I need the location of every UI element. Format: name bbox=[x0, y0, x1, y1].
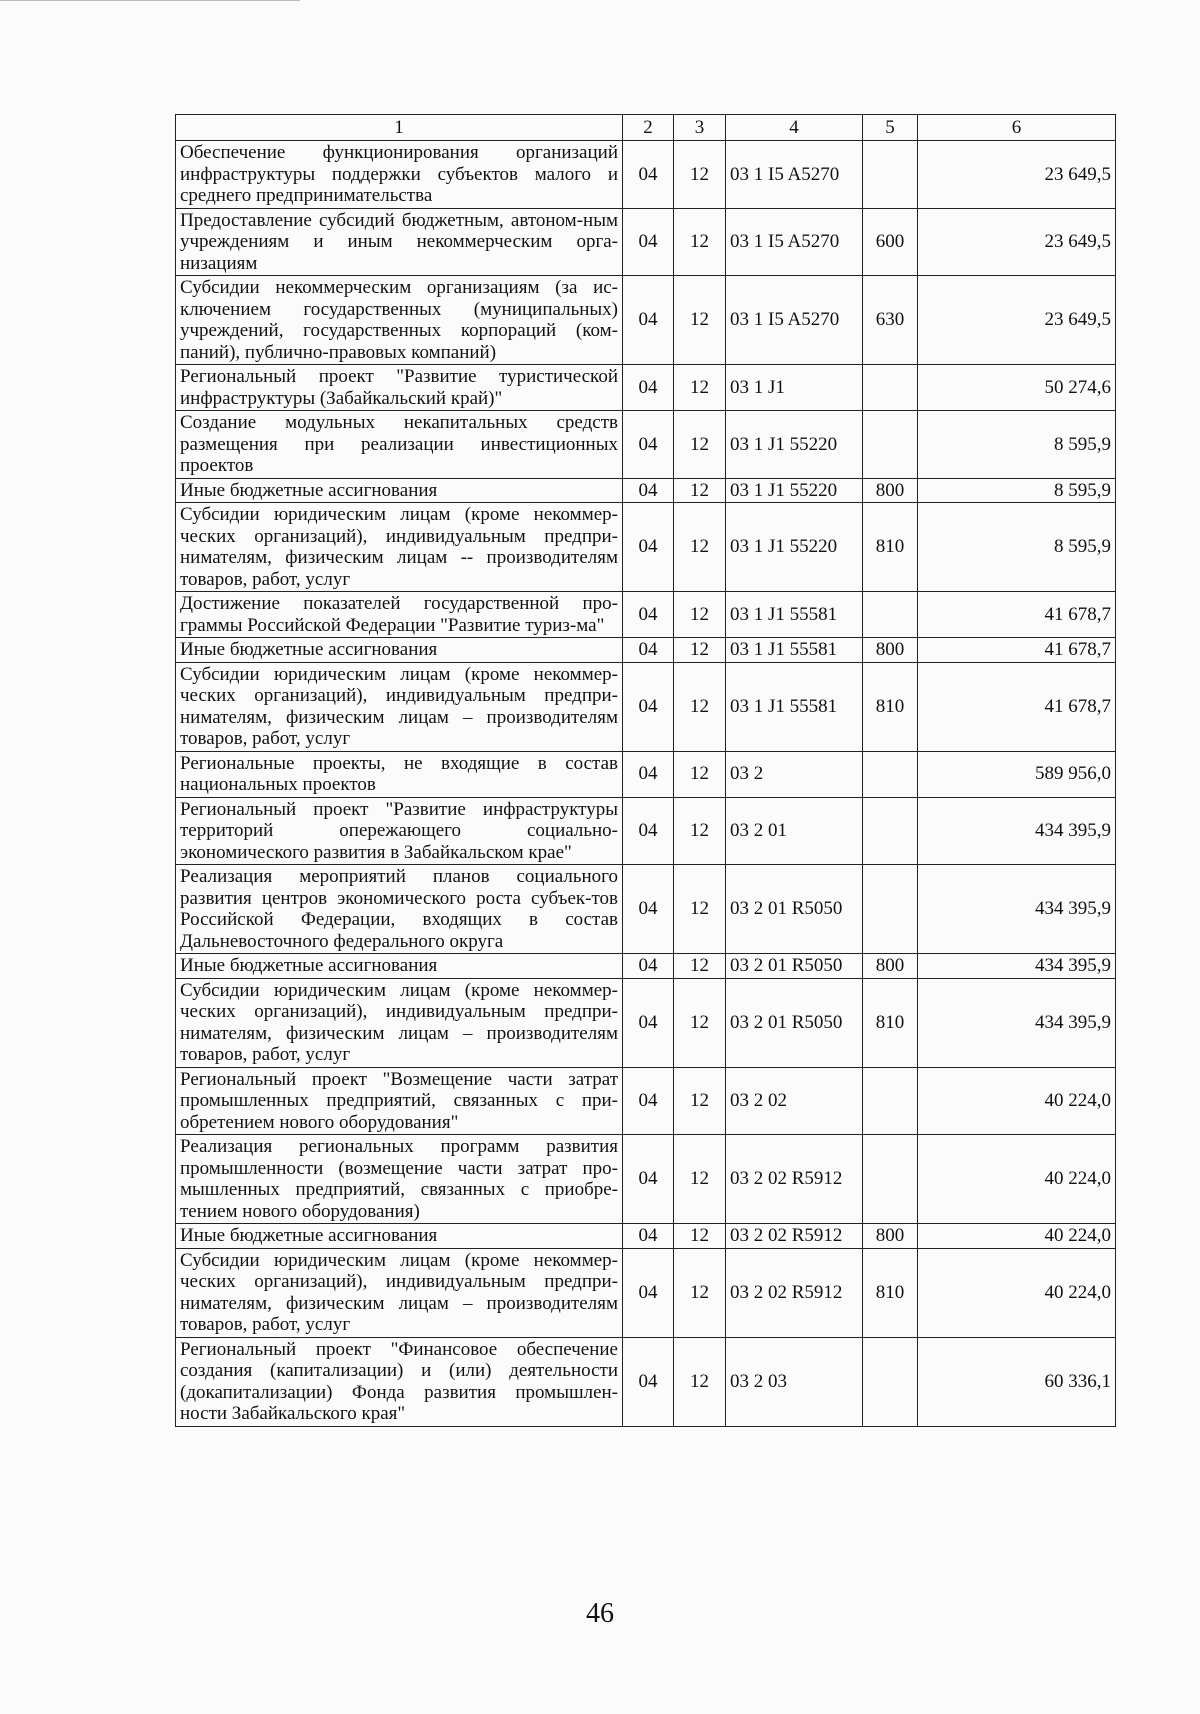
row-name-cell: Реализация региональных программ развития промышленности (возмещение части затрат про-мышленных предприятий, связанных с приобре-тением нового оборудования) bbox=[176, 1135, 623, 1224]
row-name-cell: Субсидии юридическим лицам (кроме некоммер-ческих организаций), индивидуальным предпри-нимателям, физическим лицам – производителям товаров, работ, услуг bbox=[176, 978, 623, 1067]
expense-type-cell bbox=[863, 141, 918, 209]
target-article-cell: 03 1 I5 A5270 bbox=[726, 208, 863, 276]
target-article-cell: 03 2 01 R5050 bbox=[726, 954, 863, 979]
amount-cell: 434 395,9 bbox=[918, 865, 1116, 954]
row-name-cell: Иные бюджетные ассигнования bbox=[176, 954, 623, 979]
table-row bbox=[176, 411, 1116, 479]
amount-cell: 434 395,9 bbox=[918, 797, 1116, 865]
row-name-cell: Региональный проект "Финансовое обеспечение создания (капитализации) и (или) деятельности (докапитализации) Фонда развития промышлен-ности Забайкальского края" bbox=[176, 1337, 623, 1426]
amount-cell: 40 224,0 bbox=[918, 1067, 1116, 1135]
subsection-code-cell: 12 bbox=[674, 208, 726, 276]
header-cell: 3 bbox=[674, 115, 726, 141]
target-article-cell: 03 1 I5 A5270 bbox=[726, 276, 863, 365]
section-code-cell: 04 bbox=[623, 1248, 674, 1337]
amount-cell: 434 395,9 bbox=[918, 978, 1116, 1067]
amount-cell: 50 274,6 bbox=[918, 365, 1116, 411]
expense-type-cell bbox=[863, 1337, 918, 1426]
budget-table bbox=[175, 114, 1116, 1427]
target-article-cell: 03 2 02 R5912 bbox=[726, 1248, 863, 1337]
table-row bbox=[176, 638, 1116, 663]
table-row bbox=[176, 208, 1116, 276]
amount-cell: 41 678,7 bbox=[918, 592, 1116, 638]
table-row bbox=[176, 276, 1116, 365]
section-code-cell: 04 bbox=[623, 592, 674, 638]
expense-type-cell bbox=[863, 797, 918, 865]
subsection-code-cell: 12 bbox=[674, 954, 726, 979]
table-row bbox=[176, 978, 1116, 1067]
amount-cell: 23 649,5 bbox=[918, 276, 1116, 365]
target-article-cell: 03 1 J1 55581 bbox=[726, 638, 863, 663]
amount-cell: 589 956,0 bbox=[918, 751, 1116, 797]
expense-type-cell: 800 bbox=[863, 954, 918, 979]
subsection-code-cell: 12 bbox=[674, 503, 726, 592]
row-name-cell: Субсидии некоммерческим организациям (за ис-ключением государственных (муниципальных) учреждений, государственных корпораций (ком-паний), публично-правовых компаний) bbox=[176, 276, 623, 365]
amount-cell: 40 224,0 bbox=[918, 1248, 1116, 1337]
header-row bbox=[176, 115, 1116, 141]
target-article-cell: 03 2 02 R5912 bbox=[726, 1135, 863, 1224]
section-code-cell: 04 bbox=[623, 503, 674, 592]
table-row bbox=[176, 797, 1116, 865]
subsection-code-cell: 12 bbox=[674, 1135, 726, 1224]
table-row bbox=[176, 954, 1116, 979]
amount-cell: 23 649,5 bbox=[918, 208, 1116, 276]
table-row bbox=[176, 592, 1116, 638]
expense-type-cell bbox=[863, 1135, 918, 1224]
subsection-code-cell: 12 bbox=[674, 751, 726, 797]
subsection-code-cell: 12 bbox=[674, 662, 726, 751]
target-article-cell: 03 2 01 R5050 bbox=[726, 978, 863, 1067]
subsection-code-cell: 12 bbox=[674, 1337, 726, 1426]
expense-type-cell bbox=[863, 411, 918, 479]
target-article-cell: 03 1 J1 55220 bbox=[726, 503, 863, 592]
header-cell: 6 bbox=[918, 115, 1116, 141]
row-name-cell: Региональные проекты, не входящие в состав национальных проектов bbox=[176, 751, 623, 797]
row-name-cell: Иные бюджетные ассигнования bbox=[176, 478, 623, 503]
row-name-cell: Создание модульных некапитальных средств размещения при реализации инвестиционных проектов bbox=[176, 411, 623, 479]
section-code-cell: 04 bbox=[623, 1067, 674, 1135]
section-code-cell: 04 bbox=[623, 276, 674, 365]
target-article-cell: 03 2 01 R5050 bbox=[726, 865, 863, 954]
expense-type-cell: 800 bbox=[863, 478, 918, 503]
table-row bbox=[176, 503, 1116, 592]
budget-table-body bbox=[176, 115, 1116, 1427]
expense-type-cell: 810 bbox=[863, 662, 918, 751]
table-row bbox=[176, 1067, 1116, 1135]
section-code-cell: 04 bbox=[623, 797, 674, 865]
amount-cell: 60 336,1 bbox=[918, 1337, 1116, 1426]
section-code-cell: 04 bbox=[623, 751, 674, 797]
row-name-cell: Субсидии юридическим лицам (кроме некоммер-ческих организаций), индивидуальным предпри-нимателям, физическим лицам – производителям товаров, работ, услуг bbox=[176, 662, 623, 751]
table-row bbox=[176, 1337, 1116, 1426]
table-row bbox=[176, 662, 1116, 751]
expense-type-cell bbox=[863, 592, 918, 638]
amount-cell: 40 224,0 bbox=[918, 1224, 1116, 1249]
table-row bbox=[176, 478, 1116, 503]
row-name-cell: Иные бюджетные ассигнования bbox=[176, 1224, 623, 1249]
row-name-cell: Региональный проект "Возмещение части затрат промышленных предприятий, связанных с при-обретением нового оборудования" bbox=[176, 1067, 623, 1135]
section-code-cell: 04 bbox=[623, 638, 674, 663]
section-code-cell: 04 bbox=[623, 1224, 674, 1249]
section-code-cell: 04 bbox=[623, 365, 674, 411]
subsection-code-cell: 12 bbox=[674, 141, 726, 209]
subsection-code-cell: 12 bbox=[674, 592, 726, 638]
target-article-cell: 03 2 02 bbox=[726, 1067, 863, 1135]
target-article-cell: 03 1 J1 55581 bbox=[726, 662, 863, 751]
header-cell: 4 bbox=[726, 115, 863, 141]
row-name-cell: Региональный проект "Развитие инфраструктуры территорий опережающего социально-экономического развития в Забайкальском крае" bbox=[176, 797, 623, 865]
table-row bbox=[176, 1224, 1116, 1249]
target-article-cell: 03 2 01 bbox=[726, 797, 863, 865]
expense-type-cell: 810 bbox=[863, 503, 918, 592]
section-code-cell: 04 bbox=[623, 1135, 674, 1224]
subsection-code-cell: 12 bbox=[674, 1067, 726, 1135]
target-article-cell: 03 1 J1 55220 bbox=[726, 411, 863, 479]
section-code-cell: 04 bbox=[623, 865, 674, 954]
expense-type-cell: 810 bbox=[863, 978, 918, 1067]
amount-cell: 8 595,9 bbox=[918, 503, 1116, 592]
amount-cell: 8 595,9 bbox=[918, 411, 1116, 479]
scan-edge-line bbox=[0, 0, 300, 1]
table-row bbox=[176, 751, 1116, 797]
expense-type-cell bbox=[863, 865, 918, 954]
expense-type-cell bbox=[863, 365, 918, 411]
amount-cell: 41 678,7 bbox=[918, 662, 1116, 751]
subsection-code-cell: 12 bbox=[674, 411, 726, 479]
subsection-code-cell: 12 bbox=[674, 978, 726, 1067]
section-code-cell: 04 bbox=[623, 208, 674, 276]
table-row bbox=[176, 1248, 1116, 1337]
subsection-code-cell: 12 bbox=[674, 638, 726, 663]
section-code-cell: 04 bbox=[623, 662, 674, 751]
subsection-code-cell: 12 bbox=[674, 1224, 726, 1249]
section-code-cell: 04 bbox=[623, 954, 674, 979]
row-name-cell: Субсидии юридическим лицам (кроме некоммер-ческих организаций), индивидуальным предпри-нимателям, физическим лицам – производителям товаров, работ, услуг bbox=[176, 1248, 623, 1337]
expense-type-cell bbox=[863, 1067, 918, 1135]
table-row bbox=[176, 865, 1116, 954]
amount-cell: 41 678,7 bbox=[918, 638, 1116, 663]
target-article-cell: 03 2 02 R5912 bbox=[726, 1224, 863, 1249]
target-article-cell: 03 1 J1 bbox=[726, 365, 863, 411]
table-row bbox=[176, 365, 1116, 411]
row-name-cell: Иные бюджетные ассигнования bbox=[176, 638, 623, 663]
section-code-cell: 04 bbox=[623, 978, 674, 1067]
table-row bbox=[176, 141, 1116, 209]
expense-type-cell bbox=[863, 751, 918, 797]
row-name-cell: Региональный проект "Развитие туристической инфраструктуры (Забайкальский край)" bbox=[176, 365, 623, 411]
header-cell: 2 bbox=[623, 115, 674, 141]
expense-type-cell: 800 bbox=[863, 1224, 918, 1249]
target-article-cell: 03 2 03 bbox=[726, 1337, 863, 1426]
expense-type-cell: 800 bbox=[863, 638, 918, 663]
row-name-cell: Предоставление субсидий бюджетным, автоном-ным учреждениям и иным некоммерческим орга-низациям bbox=[176, 208, 623, 276]
target-article-cell: 03 2 bbox=[726, 751, 863, 797]
amount-cell: 434 395,9 bbox=[918, 954, 1116, 979]
section-code-cell: 04 bbox=[623, 411, 674, 479]
target-article-cell: 03 1 J1 55220 bbox=[726, 478, 863, 503]
subsection-code-cell: 12 bbox=[674, 478, 726, 503]
subsection-code-cell: 12 bbox=[674, 276, 726, 365]
amount-cell: 23 649,5 bbox=[918, 141, 1116, 209]
target-article-cell: 03 1 J1 55581 bbox=[726, 592, 863, 638]
row-name-cell: Субсидии юридическим лицам (кроме некоммер-ческих организаций), индивидуальным предпри-нимателям, физическим лицам -- производителям товаров, работ, услуг bbox=[176, 503, 623, 592]
amount-cell: 40 224,0 bbox=[918, 1135, 1116, 1224]
amount-cell: 8 595,9 bbox=[918, 478, 1116, 503]
subsection-code-cell: 12 bbox=[674, 365, 726, 411]
table-row bbox=[176, 1135, 1116, 1224]
page-number: 46 bbox=[586, 1598, 614, 1629]
row-name-cell: Обеспечение функционирования организаций инфраструктуры поддержки субъектов малого и среднего предпринимательства bbox=[176, 141, 623, 209]
header-cell: 1 bbox=[176, 115, 623, 141]
subsection-code-cell: 12 bbox=[674, 865, 726, 954]
expense-type-cell: 600 bbox=[863, 208, 918, 276]
section-code-cell: 04 bbox=[623, 141, 674, 209]
subsection-code-cell: 12 bbox=[674, 797, 726, 865]
row-name-cell: Достижение показателей государственной про-граммы Российской Федерации "Развитие туриз-ма" bbox=[176, 592, 623, 638]
expense-type-cell: 810 bbox=[863, 1248, 918, 1337]
section-code-cell: 04 bbox=[623, 478, 674, 503]
section-code-cell: 04 bbox=[623, 1337, 674, 1426]
expense-type-cell: 630 bbox=[863, 276, 918, 365]
header-cell: 5 bbox=[863, 115, 918, 141]
row-name-cell: Реализация мероприятий планов социального развития центров экономического роста субъек-тов Российской Федерации, входящих в состав Дальневосточного федерального округа bbox=[176, 865, 623, 954]
subsection-code-cell: 12 bbox=[674, 1248, 726, 1337]
target-article-cell: 03 1 I5 A5270 bbox=[726, 141, 863, 209]
